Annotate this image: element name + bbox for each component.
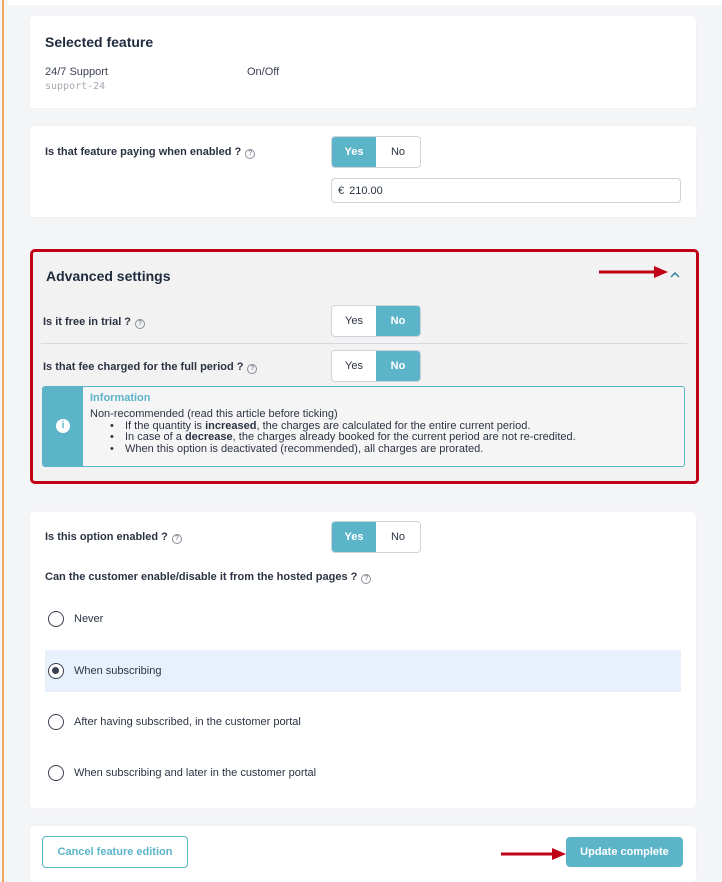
help-icon[interactable]: ? — [172, 534, 182, 544]
radio-after-subscribed[interactable] — [45, 701, 681, 743]
option-enabled-question — [45, 531, 182, 544]
annotation-arrow-icon — [500, 846, 568, 862]
currency-symbol: € — [338, 184, 345, 197]
paying-question — [45, 146, 255, 159]
full-period-yes-option[interactable]: Yes — [345, 360, 363, 372]
price-value: 210.00 — [349, 184, 383, 197]
price-input[interactable] — [331, 178, 681, 203]
full-period-question — [43, 361, 257, 374]
info-bullet-text: When this option is deactivated (recommended), all charges are prorated. — [125, 442, 484, 455]
info-sidebar — [43, 387, 83, 466]
selected-feature-title: Selected feature — [45, 34, 154, 50]
chevron-up-icon[interactable] — [670, 270, 680, 280]
radio-button[interactable] — [48, 714, 64, 730]
annotation-arrow-icon — [598, 264, 670, 280]
option-no-option[interactable]: No — [390, 531, 406, 543]
info-bullet-text: In case of a — [125, 431, 185, 443]
radio-button[interactable] — [48, 765, 64, 781]
left-accent-line — [2, 0, 4, 882]
info-list — [90, 421, 576, 456]
free-trial-question — [43, 316, 145, 329]
info-bullet-text: , the charges are calculated for the entire current period. — [256, 419, 531, 432]
cancel-feature-edition-button[interactable]: Cancel feature edition — [42, 836, 188, 868]
information-box — [42, 386, 685, 467]
radio-subscribing-and-portal[interactable] — [45, 752, 681, 794]
hosted-pages-question — [45, 571, 371, 584]
radio-label: When subscribing and later in the customer portal — [74, 767, 317, 779]
full-period-toggle — [331, 350, 421, 382]
info-text — [90, 409, 576, 455]
option-enabled-question-text: Is this option enabled ? — [45, 531, 168, 543]
radio-label: Never — [74, 613, 104, 625]
radio-label: After having subscribed, in the customer portal — [74, 716, 301, 728]
radio-button[interactable] — [48, 663, 64, 679]
free-trial-no-option[interactable]: No — [376, 306, 420, 336]
option-yes-option[interactable]: Yes — [332, 522, 376, 552]
selected-feature-card — [30, 16, 696, 108]
paying-no-option[interactable]: No — [390, 146, 406, 158]
free-trial-toggle — [331, 305, 421, 337]
hosted-pages-question-text: Can the customer enable/disable it from the hosted pages ? — [45, 571, 358, 583]
full-period-question-text: Is that fee charged for the full period ? — [43, 361, 244, 373]
previous-card-edge — [8, 0, 722, 5]
info-bullet-bold: decrease — [184, 431, 233, 443]
advanced-settings-title: Advanced settings — [46, 268, 171, 284]
info-icon: i — [56, 419, 70, 433]
feature-type: On/Off — [247, 66, 280, 78]
option-enabled-toggle — [331, 521, 421, 553]
feature-name: 24/7 Support — [45, 66, 108, 78]
radio-when-subscribing[interactable] — [45, 650, 681, 692]
free-trial-yes-option[interactable]: Yes — [345, 315, 363, 327]
info-bullet-bold: increased — [205, 419, 257, 432]
update-complete-button[interactable]: Update complete — [566, 837, 683, 867]
info-title: Information — [90, 392, 151, 404]
radio-button[interactable] — [48, 611, 64, 627]
advanced-settings-panel — [30, 249, 699, 484]
footer-card — [30, 826, 696, 882]
info-bullet — [110, 444, 576, 456]
paying-question-text: Is that feature paying when enabled ? — [45, 146, 242, 158]
radio-label: When subscribing — [74, 665, 162, 677]
full-period-no-option[interactable]: No — [376, 351, 420, 381]
divider — [41, 343, 687, 344]
info-intro: Non-recommended (read this article before ticking) — [90, 408, 338, 420]
free-trial-question-text: Is it free in trial ? — [43, 316, 132, 328]
feature-code: support-24 — [45, 81, 106, 92]
paying-yes-option[interactable]: Yes — [332, 137, 376, 167]
radio-never[interactable] — [45, 598, 681, 640]
paying-card — [30, 126, 696, 217]
info-bullet-text: , the charges already booked for the current period are not re-credited. — [232, 431, 576, 443]
info-bullet-text: If the quantity is — [125, 419, 206, 432]
help-icon[interactable]: ? — [247, 364, 257, 374]
paying-toggle — [331, 136, 421, 168]
help-icon[interactable]: ? — [135, 319, 145, 329]
help-icon[interactable]: ? — [245, 149, 255, 159]
option-card — [30, 512, 696, 808]
help-icon[interactable]: ? — [361, 574, 371, 584]
